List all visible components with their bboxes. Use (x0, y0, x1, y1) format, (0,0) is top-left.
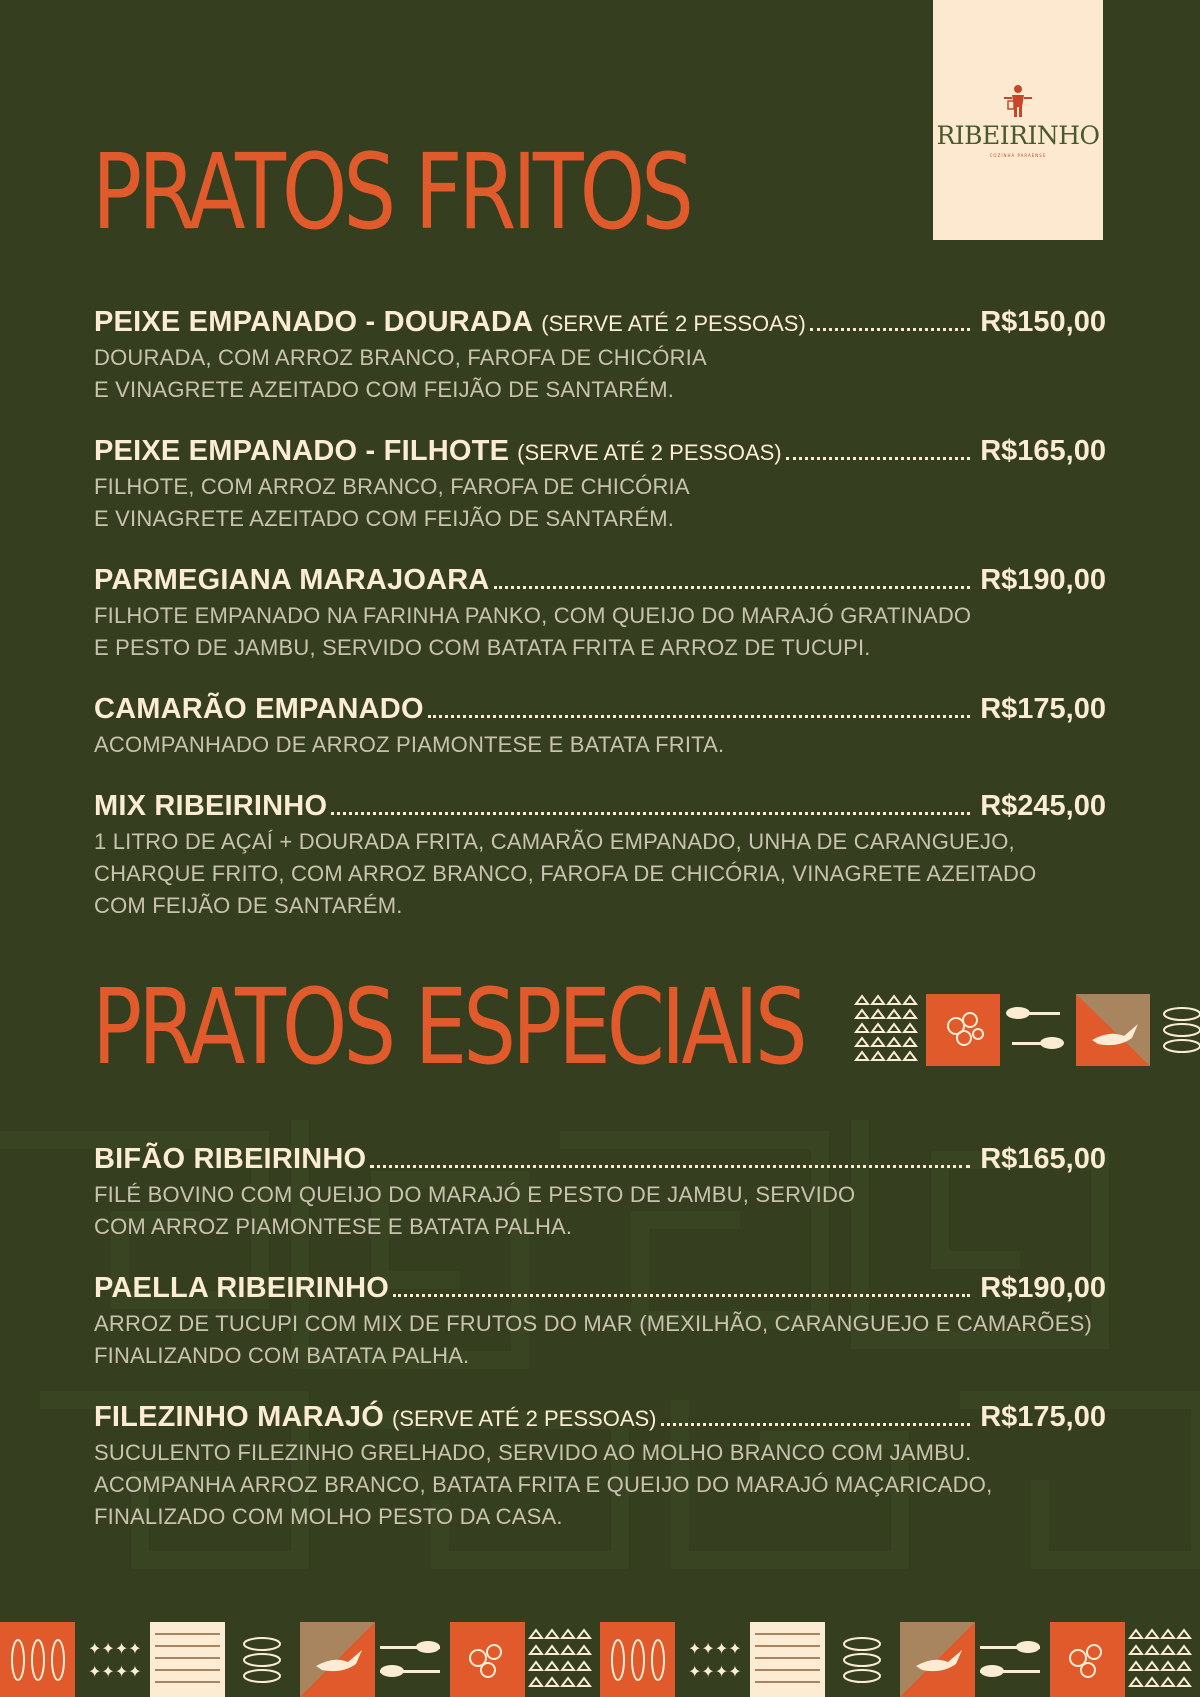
svg-text:✦✦✦✦: ✦✦✦✦ (88, 1639, 142, 1658)
decorative-tiles (852, 990, 1200, 1070)
description-line: FINALIZANDO COM BATATA PALHA. (94, 1343, 470, 1368)
canoe-pattern-icon (244, 1638, 280, 1682)
menu-item (94, 1143, 1106, 1243)
canoe-pattern-icon (844, 1638, 880, 1682)
triangle-pattern-icon (856, 996, 916, 1060)
dotted-leader (810, 327, 970, 331)
item-price: R$175,00 (980, 693, 1106, 725)
dotted-leader (393, 1293, 970, 1297)
fret-pattern-icon (750, 1622, 825, 1697)
item-name: PARMEGIANA MARAJOARA (94, 564, 490, 596)
item-note: (SERVE ATÉ 2 PESSOAS) (391, 1406, 657, 1431)
svg-text:✦✦✦✦: ✦✦✦✦ (688, 1639, 742, 1658)
description-line: CHARQUE FRITO, COM ARROZ BRANCO, FAROFA DE CHICÓRIA, VINAGRETE AZEITADO (94, 861, 1037, 886)
swirl-tile-icon (1050, 1622, 1125, 1697)
item-description (94, 729, 1106, 761)
item-price: R$190,00 (980, 1272, 1106, 1304)
dotted-leader (786, 456, 971, 460)
menu-item (94, 306, 1106, 406)
item-price: R$175,00 (980, 1401, 1106, 1433)
item-name: CAMARÃO EMPANADO (94, 693, 424, 725)
description-line: DOURADA, COM ARROZ BRANCO, FAROFA DE CHICÓRIA (94, 345, 707, 370)
item-price: R$245,00 (980, 790, 1106, 822)
item-name: FILEZINHO MARAJÓ (94, 1401, 384, 1433)
dotted-leader (494, 585, 971, 589)
item-name: MIX RIBEIRINHO (94, 790, 328, 822)
section-title-pratos-fritos: PRATOS FRITOS (92, 131, 690, 253)
menu-item (94, 1272, 1106, 1372)
section-title-pratos-especiais: PRATOS ESPECIAIS (92, 966, 804, 1088)
description-line: E VINAGRETE AZEITADO COM FEIJÃO DE SANTARÉM. (94, 506, 675, 531)
svg-text:✦✦✦✦: ✦✦✦✦ (88, 1662, 142, 1681)
item-note: (SERVE ATÉ 2 PESSOAS) (541, 311, 806, 336)
item-price: R$165,00 (980, 435, 1106, 467)
description-line: ARROZ DE TUCUPI COM MIX DE FRUTOS DO MAR (MEXILHÃO, CARANGUEJO E CAMARÕES) (94, 1311, 1092, 1336)
item-name: BIFÃO RIBEIRINHO (94, 1143, 367, 1175)
item-note: (SERVE ATÉ 2 PESSOAS) (517, 440, 782, 465)
description-line: SUCULENTO FILEZINHO GRELHADO, SERVIDO AO MOLHO BRANCO COM JAMBU. (94, 1440, 972, 1465)
svg-text:✦✦✦✦: ✦✦✦✦ (688, 1662, 742, 1681)
menu-item (94, 564, 1106, 664)
decorative-border (0, 1622, 1200, 1697)
item-description (94, 1308, 1106, 1372)
paddles-icon (980, 1641, 1040, 1677)
canoe-pattern-icon (0, 1622, 75, 1697)
item-description (94, 1179, 1106, 1243)
logo-tagline: COZINHA PARAENSE (989, 152, 1047, 158)
item-name: PEIXE EMPANADO - FILHOTE (94, 435, 510, 467)
heron-tile-icon (1076, 994, 1150, 1066)
canoe-pattern-icon (600, 1622, 675, 1697)
description-line: ACOMPANHA ARROZ BRANCO, BATATA FRITA E QUEIJO DO MARAJÓ MAÇARICADO, (94, 1472, 993, 1497)
menu-item (94, 790, 1106, 922)
dotted-leader (428, 714, 971, 718)
description-line: COM FEIJÃO DE SANTARÉM. (94, 893, 403, 918)
logo-name: RIBEIRINHO (936, 120, 1100, 150)
paddles-icon (1006, 1007, 1064, 1049)
item-description (94, 1437, 1106, 1533)
description-line: COM ARROZ PIAMONTESE E BATATA PALHA. (94, 1214, 573, 1239)
item-price: R$150,00 (980, 306, 1106, 338)
swirl-tile-icon (450, 1622, 525, 1697)
item-price: R$165,00 (980, 1143, 1106, 1175)
menu-item (94, 1401, 1106, 1533)
sparkle-pattern-icon (88, 1639, 142, 1681)
description-line: 1 LITRO DE AÇAÍ + DOURADA FRITA, CAMARÃO EMPANADO, UNHA DE CARANGUEJO, (94, 829, 1015, 854)
item-description (94, 471, 1106, 535)
fisherman-icon (1000, 83, 1036, 119)
description-line: E VINAGRETE AZEITADO COM FEIJÃO DE SANTARÉM. (94, 377, 675, 402)
heron-tile-icon (900, 1622, 975, 1697)
item-description (94, 826, 1106, 922)
item-price: R$190,00 (980, 564, 1106, 596)
item-description (94, 342, 1106, 406)
swirl-tile-icon (926, 994, 1000, 1066)
sparkle-pattern-icon (688, 1639, 742, 1681)
dotted-leader (331, 811, 970, 815)
description-line: FINALIZADO COM MOLHO PESTO DA CASA. (94, 1504, 563, 1529)
paddles-icon (380, 1641, 440, 1677)
triangle-pattern-icon (1130, 1630, 1190, 1686)
canoe-pattern-icon (1164, 1008, 1200, 1052)
heron-tile-icon (300, 1622, 375, 1697)
item-name: PAELLA RIBEIRINHO (94, 1272, 390, 1304)
item-description (94, 600, 1106, 664)
triangle-pattern-icon (530, 1630, 590, 1686)
description-line: ACOMPANHADO DE ARROZ PIAMONTESE E BATATA FRITA. (94, 732, 725, 757)
menu-item (94, 435, 1106, 535)
fret-pattern-icon (150, 1622, 225, 1697)
description-line: FILHOTE, COM ARROZ BRANCO, FAROFA DE CHICÓRIA (94, 474, 690, 499)
menu-item (94, 693, 1106, 761)
dotted-leader (370, 1164, 970, 1168)
item-name: PEIXE EMPANADO - DOURADA (94, 306, 534, 338)
logo (933, 0, 1103, 240)
description-line: E PESTO DE JAMBU, SERVIDO COM BATATA FRITA E ARROZ DE TUCUPI. (94, 635, 871, 660)
dotted-leader (661, 1422, 971, 1426)
description-line: FILHOTE EMPANADO NA FARINHA PANKO, COM QUEIJO DO MARAJÓ GRATINADO (94, 603, 972, 628)
description-line: FILÉ BOVINO COM QUEIJO DO MARAJÓ E PESTO DE JAMBU, SERVIDO (94, 1182, 856, 1207)
